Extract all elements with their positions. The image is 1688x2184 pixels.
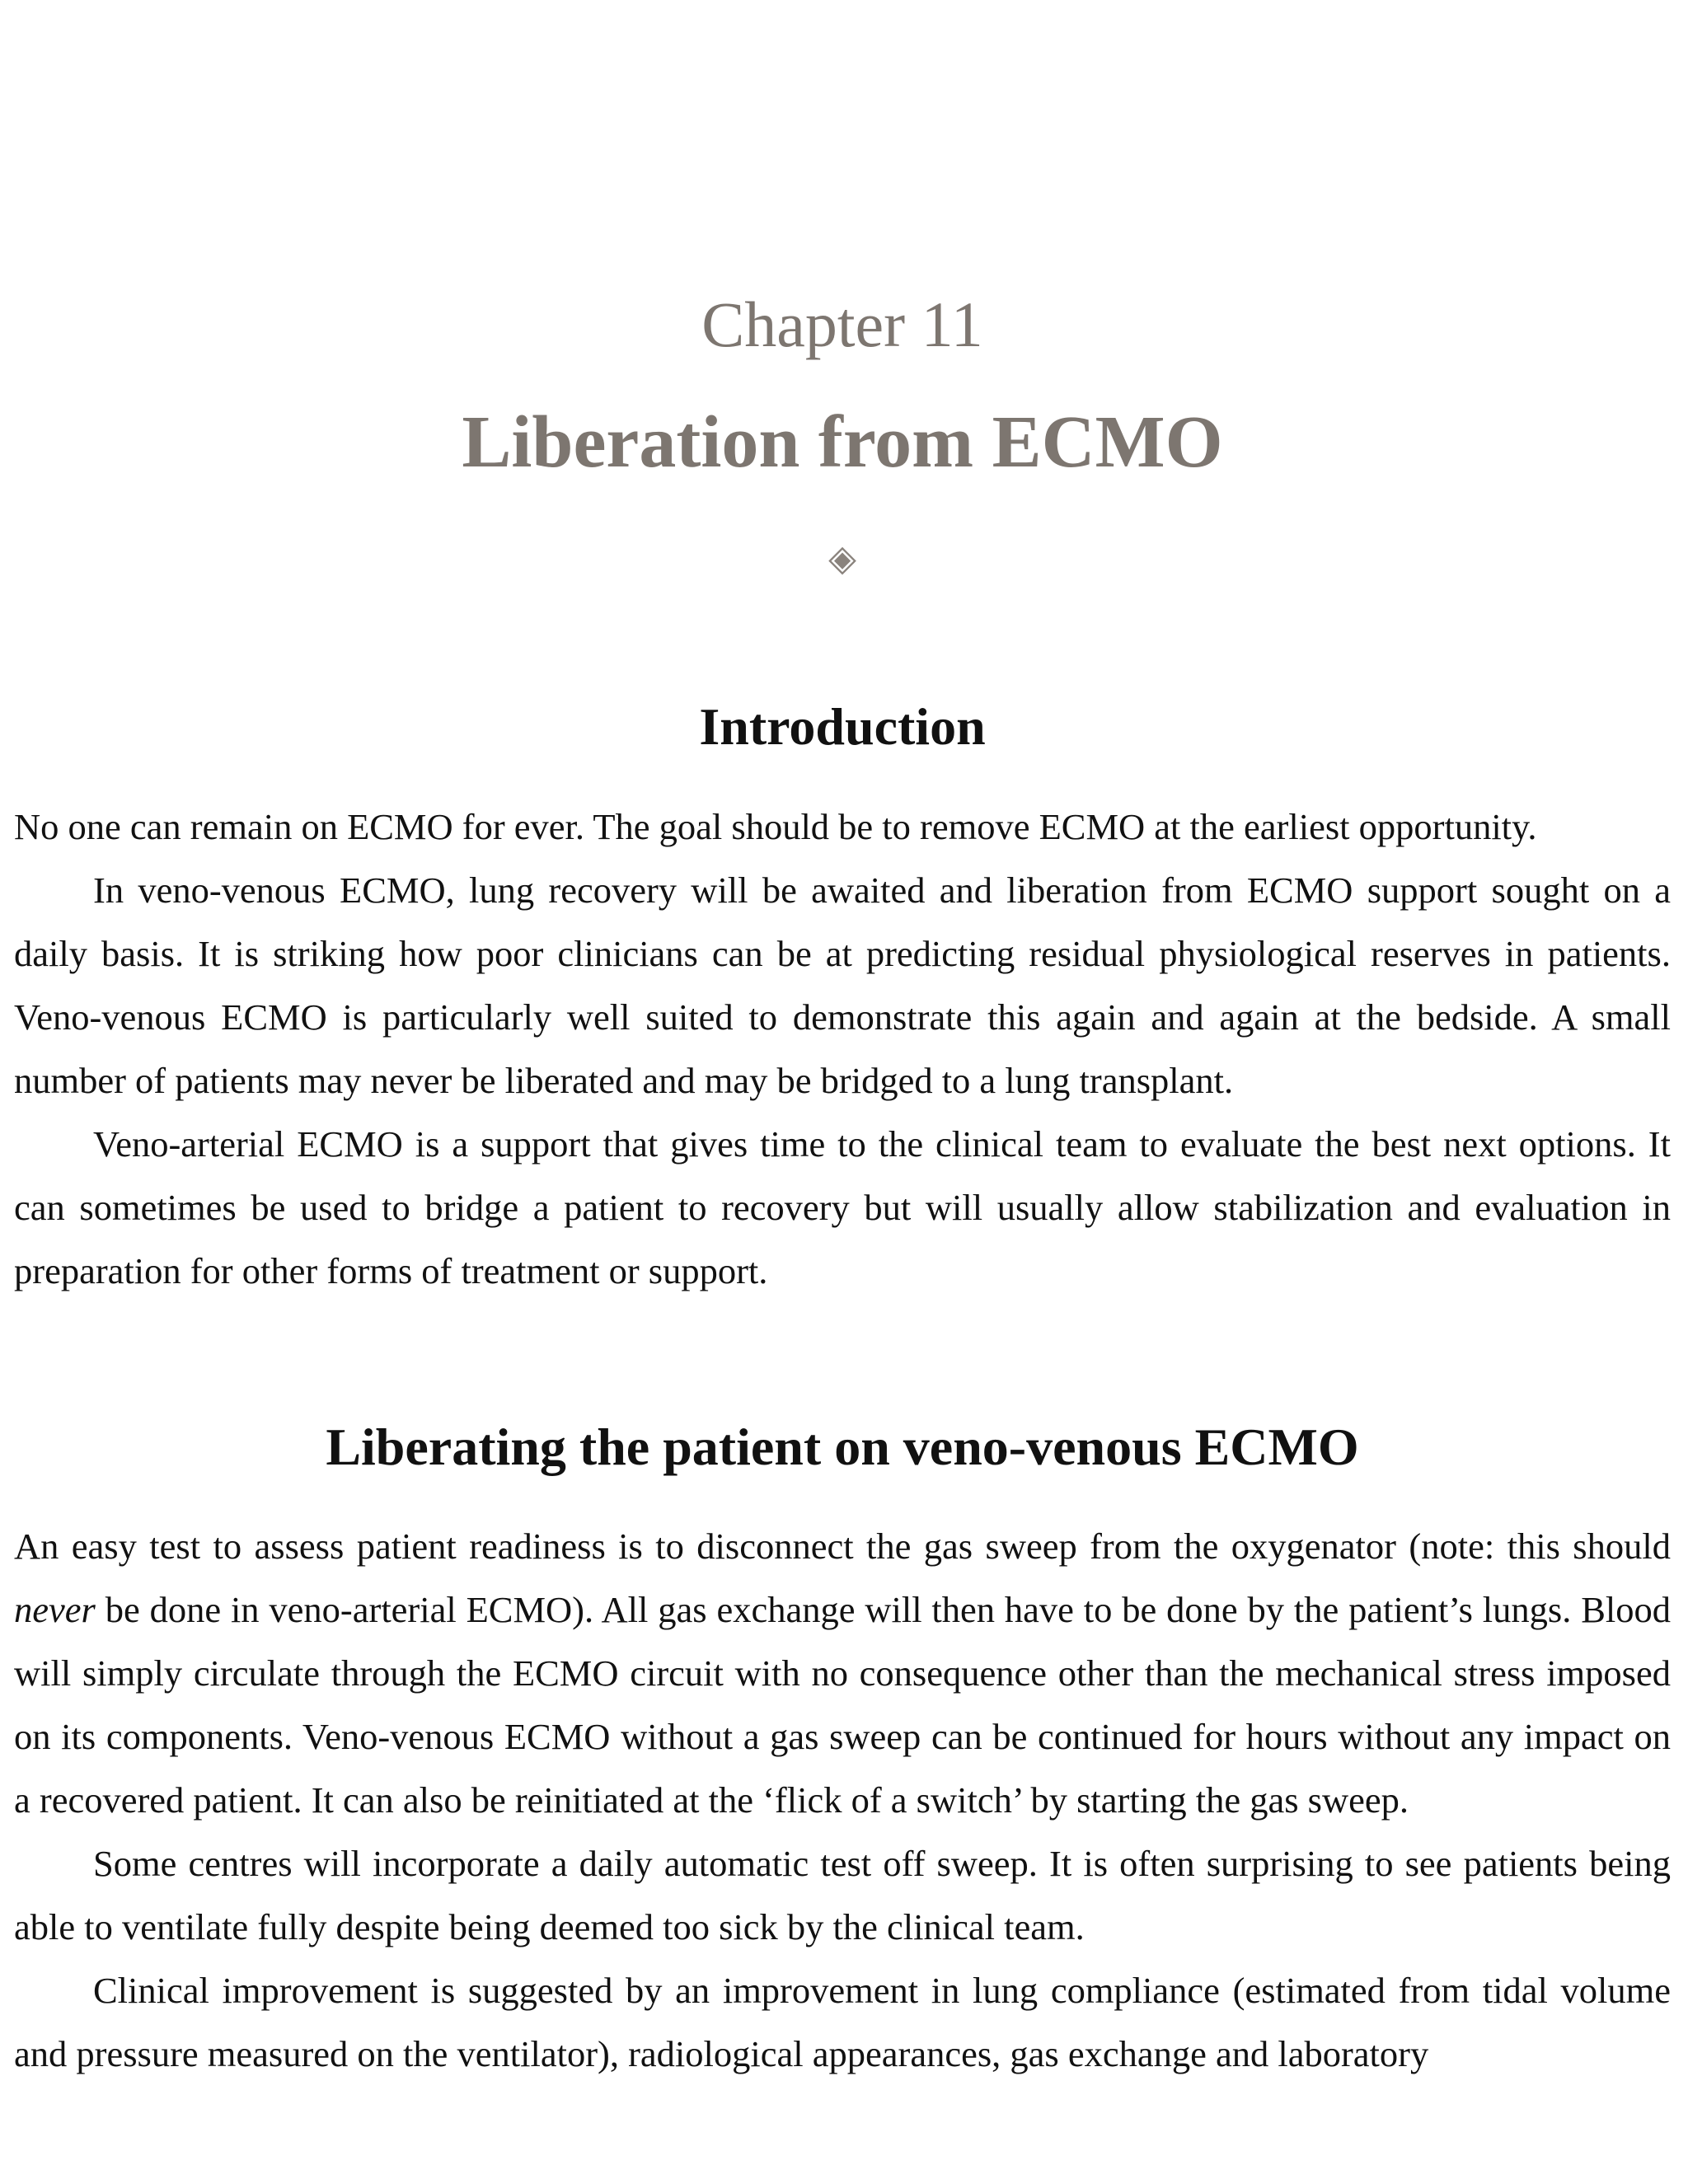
chapter-label: Chapter 11 [701,288,983,360]
text-run: An easy test to assess patient readiness is to disconnect the gas sweep from the oxygenator (note: this should [14,1526,1671,1567]
section-heading-introduction: Introduction [699,697,986,756]
paragraph-with-emphasis [14,1515,1671,1832]
paragraph: Some centres will incorporate a daily automatic test off sweep. It is often surprising to see patients being able to ventilate fully despite being deemed too sick by the clinical team. [14,1843,1671,1947]
paragraph: Clinical improvement is suggested by an improvement in lung compliance (estimated from tidal volume and pressure measured on the ventilator), radiological appearances, gas exchange and laboratory [14,1970,1671,2074]
chapter-title: Liberation from ECMO [462,401,1223,483]
section-heading-veno-venous: Liberating the patient on veno-venous ECMO [326,1418,1359,1476]
paragraph: No one can remain on ECMO for ever. The goal should be to remove ECMO at the earliest opportunity. [14,806,1537,847]
paragraph: In veno-venous ECMO, lung recovery will be awaited and liberation from ECMO support sought on a daily basis. It is striking how poor clinicians can be at predicting residual physiological reserves in patients. Veno-venous ECMO is particularly well suited to demonstrate this again and again at the bedside. A small number of patients may never be liberated and may be bridged to a lung transplant. [14,869,1671,1101]
introduction-body [14,795,1671,1303]
diamond-ornament-icon: ◈ [828,537,856,579]
text-run: be done in veno-arterial ECMO). All gas exchange will then have to be done by the patient’s lungs. Blood will simply circulate through the ECMO circuit with no consequence other than the mechanical stress imposed on its components. Veno-venous ECMO without a gas sweep can be continued for hours without any impact on a recovered patient. It can also be reinitiated at the ‘flick of a switch’ by starting the gas sweep. [14,1589,1671,1821]
emphasis-text: never [14,1589,96,1630]
paragraph: Veno-arterial ECMO is a support that gives time to the clinical team to evaluate the best next options. It can sometimes be used to bridge a patient to recovery but will usually allow stabilization and evaluation in preparation for other forms of treatment or support. [14,1123,1671,1291]
veno-venous-body [14,1515,1671,2086]
